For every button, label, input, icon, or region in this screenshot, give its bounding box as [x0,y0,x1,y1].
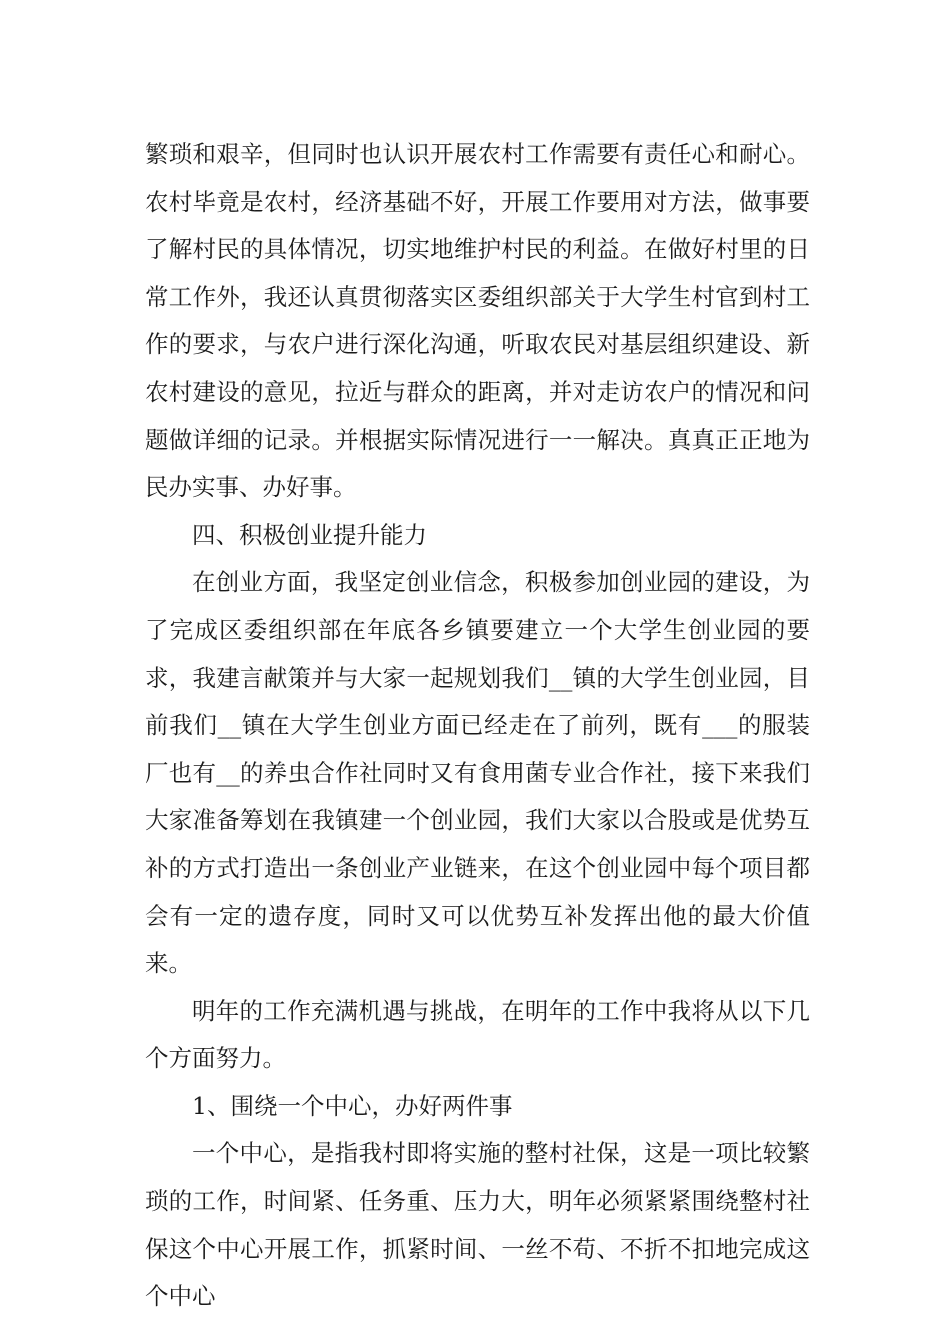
paragraph-next-year-intro: 明年的工作充满机遇与挑战，在明年的工作中我将从以下几个方面努力。 [145,996,810,1073]
paragraph-continuation: 繁琐和艰辛，但同时也认识开展农村工作需要有责任心和耐心。农村毕竟是农村，经济基础不好，开展工作要用对方法，做事要了解村民的具体情况，切实地维护村民的利益。在做好村里的日常工作外，我还认真贯彻落实区委组织部关于大学生村官到村工作的要求，与农户进行深化沟通，听取农民对基层组织建设、新农村建设的意见，拉近与群众的距离，并对走访农户的情况和问题做详细的记录。并根据实际情况进行一一解决。真真正正地为民办实事、办好事。 [145,140,810,502]
paragraph-entrepreneurship: 在创业方面，我坚定创业信念，积极参加创业园的建设，为了完成区委组织部在年底各乡镇要建立一个大学生创业园的要求，我建言献策并与大家一起规划我们__镇的大学生创业园，目前我们__镇在大学生创业方面已经走在了前列，既有___的服装厂也有__的养虫合作社同时又有食用菌专业合作社，接下来我们大家准备筹划在我镇建一个创业园，我们大家以合股或是优势互补的方式打造出一条创业产业链来，在这个创业园中每个项目都会有一定的遗存度，同时又可以优势互补发挥出他的最大价值来。 [145,568,810,978]
section-heading-entrepreneurship: 四、积极创业提升能力 [192,520,427,549]
paragraph-one-center: 一个中心，是指我村即将实施的整村社保，这是一项比较繁琐的工作，时间紧、任务重、压力大，明年必须紧紧围绕整村社保这个中心开展工作，抓紧时间、一丝不苟、不折不扣地完成这个中心 [145,1139,810,1311]
subheading-one-center-two-things: 1、围绕一个中心，办好两件事 [192,1091,513,1120]
document-body [145,131,810,1321]
